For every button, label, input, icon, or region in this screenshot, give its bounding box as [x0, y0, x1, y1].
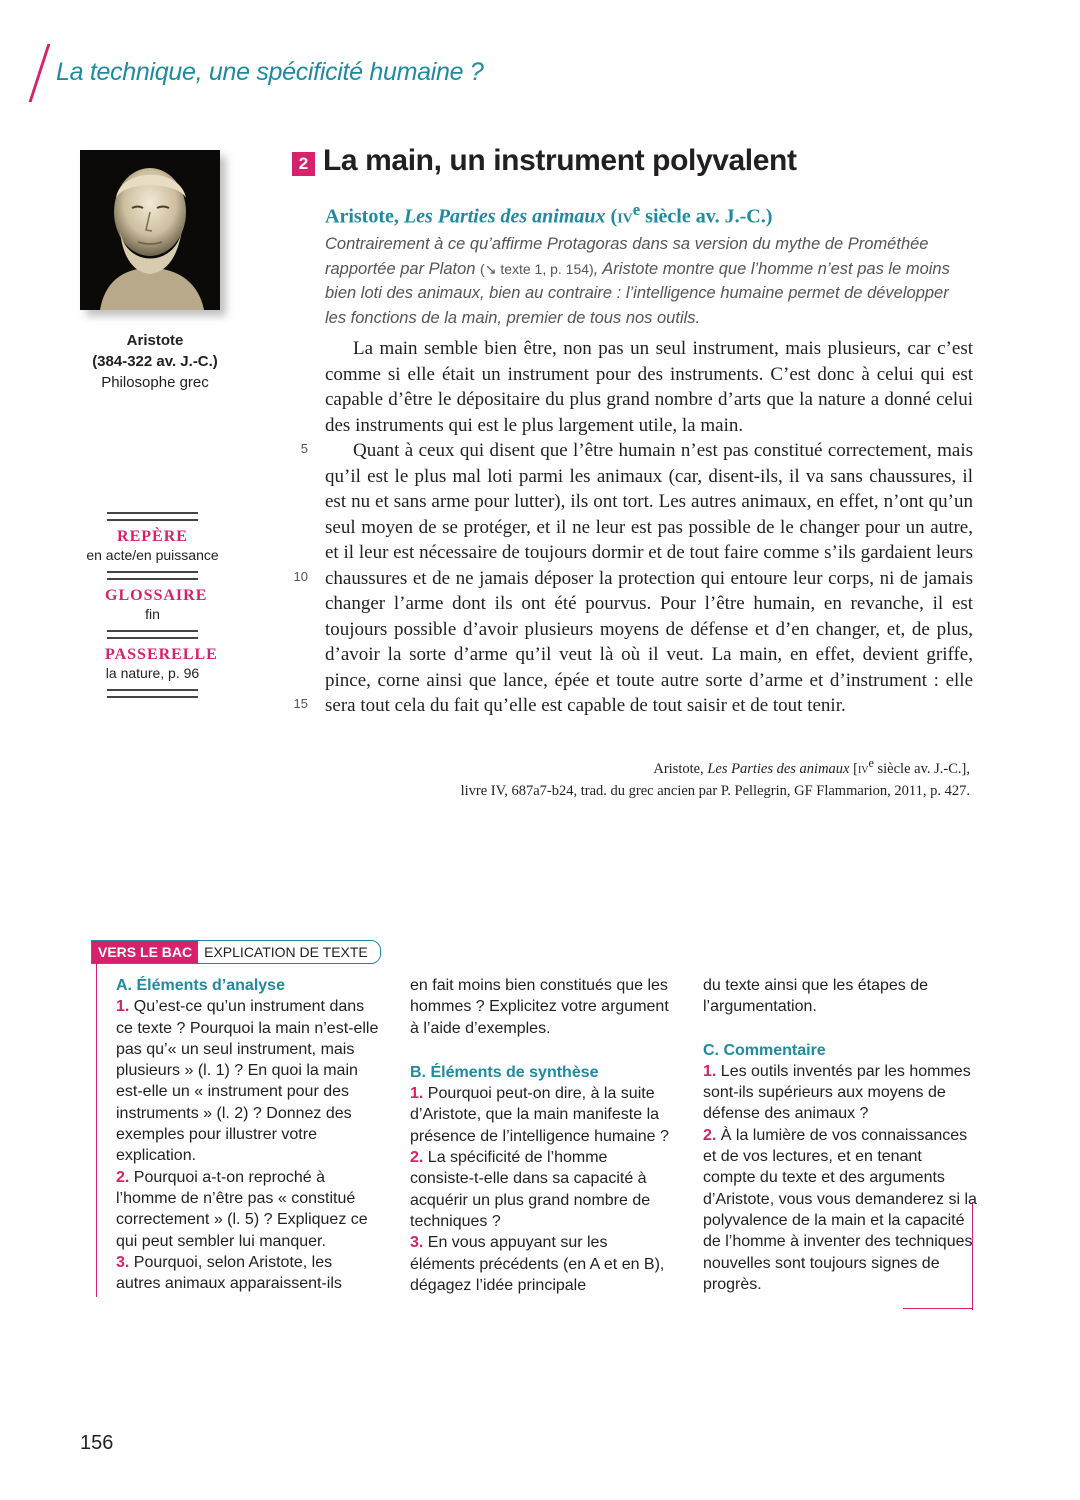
main-paragraph-1: La main semble bien être, non pas un seul instrument, mais plusieurs, car c’est comme si elle était un instrument pour des instruments. C’est donc à celui qui est capable d’être le dépositaire du plus grand nombre d’arts que la nature a donné celui des instruments qui est le plus largement utile, la main.	[325, 338, 973, 436]
citation-century: iv	[857, 760, 869, 777]
question-number: 2.	[116, 1168, 130, 1186]
citation-century-rest: siècle av. J.-C.],	[873, 760, 970, 777]
intro-part-2: , Aristote montre que l’homme n’est pas le moins bien loti des animaux, bien au contraire : l’intelligence humaine permet de développer les fonctions de la main, premier de tous nos outils.	[325, 259, 950, 327]
source-sup: e	[632, 200, 641, 219]
question-text: Qu’est-ce qu’un instrument dans ce texte ? Pourquoi la main n’est-elle pas qu’« un seul instrument, mais plusieurs » (l. 1) ? En quoi la main est-elle un « instrument pour des instruments » (l. 2) ? Donnez des exemples pour illustrer votre explication.	[116, 998, 379, 1165]
question-number: 3.	[410, 1234, 424, 1252]
divider	[107, 512, 198, 521]
question-number: 3.	[116, 1253, 130, 1271]
aristotle-bust-image	[80, 150, 220, 310]
portrait-dates: (384-322 av. J.-C.)	[92, 353, 218, 370]
question-text: La spécificité de l’homme consiste-t-elle dans sa capacité à acquérir un plus grand nombre de techniques ?	[410, 1149, 651, 1230]
main-paragraph-2: Quant à ceux qui disent que l’être humain n’est pas constitué correctement, mais qu’il est le plus mal loti parmi les animaux (car, disent-ils, il va sans chaussures, il est nu et sans arme pour lutter), ils ont tort. Les autres animaux, en effet, n’ont qu’un seul moyen de se protéger, et il ne leur est pas possible de le changer pour un autre, et il leur est nécessaire de toujours dormir et de tout faire comme s’ils gardaient leurs chaussures et de ne jamais déposer la protection qui entoure leur corps, ni de jamais changer l’arme dont ils ont été pourvus. Pour l’être humain, en revanche, il est toujours possible d’avoir plusieurs moyens de défense et d’en changer, et, de plus, d’avoir la sorte d’arme qu’il veut là où il veut. La main, en effet, devient griffe, pince, corne ainsi que lance, épée et toute autre sorte d’arme et d’instrument : elle sera tout cela du fait qu’elle est capable de tout saisir et de tout tenir.	[325, 440, 973, 716]
question-number: 2.	[703, 1126, 717, 1144]
question-b1	[410, 1083, 675, 1147]
bac-label: VERS LE BAC	[92, 941, 198, 963]
question-number: 1.	[116, 998, 130, 1016]
question-b3	[410, 1232, 675, 1296]
ref-passerelle[interactable]	[105, 639, 218, 689]
line-number: 5	[300, 441, 308, 456]
question-text: Pourquoi peut-on dire, à la suite d’Aristote, que la main manifeste la présence de l’intelligence humaine ?	[410, 1085, 669, 1145]
citation-work: Les Parties des animaux	[707, 760, 850, 777]
question-text: Pourquoi, selon Aristote, les autres animaux apparaissent-ils	[116, 1253, 342, 1293]
divider	[107, 630, 198, 639]
bac-exercise-type: EXPLICATION DE TEXTE	[204, 944, 368, 960]
ref-repere[interactable]	[86, 521, 219, 571]
left-accent-bar	[96, 962, 97, 1297]
source-century: iv	[617, 205, 633, 228]
question-c1	[703, 1061, 978, 1125]
exercise-column-2	[410, 975, 675, 1296]
exercise-column-1	[116, 975, 381, 1294]
portrait-name: Aristote	[126, 332, 184, 349]
divider	[107, 689, 198, 698]
question-b2	[410, 1147, 675, 1232]
page-number: 156	[80, 1432, 114, 1454]
section-c-title: C. Commentaire	[703, 1041, 826, 1059]
question-a3-continued: en fait moins bien constitués que les hommes ? Explicitez votre argument à l’aide d’exemples.	[410, 977, 669, 1037]
section-title: La main, un instrument polyvalent	[323, 144, 797, 177]
ref-text: en acte/en puissance	[86, 547, 219, 563]
question-b3-continued: du texte ainsi que les étapes de l’argumentation.	[703, 977, 929, 1016]
question-text: En vous appuyant sur les éléments précédents (en A et en B), dégagez l’idée principale	[410, 1234, 665, 1294]
ref-heading: GLOSSAIRE	[105, 587, 208, 604]
section-number-badge: 2	[292, 152, 315, 176]
ref-heading: REPÈRE	[117, 528, 188, 545]
intro-crossref[interactable]: (↘ texte 1, p. 154)	[480, 260, 594, 277]
vers-le-bac-tag	[91, 940, 381, 964]
ref-text: la nature, p. 96	[105, 665, 200, 681]
ref-glossaire[interactable]	[105, 580, 208, 630]
intro-text	[325, 232, 965, 330]
section-b-title: B. Éléments de synthèse	[410, 1063, 599, 1081]
ref-heading: PASSERELLE	[105, 646, 218, 663]
intro-part-1: Contrairement à ce qu’affirme Protagoras dans sa version du mythe de Prométhée rapportée par Platon	[325, 235, 929, 278]
question-text: Pourquoi a-t-on reproché à l’homme de n’être pas « constitué correctement » (l. 5) ? Expliquez ce qui peut sembler lui manquer.	[116, 1168, 368, 1250]
source-work: Les Parties des animaux	[403, 205, 606, 228]
divider	[107, 571, 198, 580]
citation-open: [	[849, 760, 858, 777]
text-source: Aristote, Les Parties des animaux ($iv^e$ siècle av. J.-C.)	[325, 200, 773, 228]
question-text: Les outils inventés par les hommes sont-ils supérieurs aux moyens de défense des animaux ?	[703, 1062, 971, 1123]
portrait-caption	[60, 330, 250, 393]
question-c2	[703, 1125, 978, 1295]
portrait-role: Philosophe grec	[101, 374, 209, 391]
citation-author: Aristote,	[653, 760, 708, 777]
question-text: À la lumière de vos connaissances et de vos lectures, et en tenant compte du texte et des arguments d’Aristote, vous vous demanderez si la polyvalence de la main et la capacité de l’homme à inventer des techniques nouvelles sont toujours signes de progrès.	[703, 1126, 977, 1293]
source-author: Aristote,	[325, 205, 404, 228]
side-references	[86, 512, 219, 698]
citation	[325, 752, 970, 802]
source-rest: siècle av. J.-C.)	[640, 205, 773, 228]
citation-sup: e	[868, 756, 874, 770]
line-number: 15	[293, 696, 308, 711]
chapter-title: La technique, une spécificité humaine ?	[56, 58, 484, 86]
section-a-title: A. Éléments d’analyse	[116, 977, 285, 994]
question-number: 2.	[410, 1149, 424, 1167]
question-a2	[116, 1167, 381, 1252]
header-slash	[29, 44, 51, 102]
main-text	[325, 336, 973, 719]
citation-line-1	[325, 752, 970, 780]
bottom-accent-bar	[903, 1308, 973, 1309]
exercise-column-3	[703, 975, 978, 1295]
citation-line-2: livre IV, 687a7-b24, trad. du grec ancien par P. Pellegrin, GF Flammarion, 2011, p. 427.	[460, 782, 970, 799]
question-a1	[116, 996, 381, 1166]
question-a3	[116, 1252, 381, 1295]
question-number: 1.	[703, 1062, 717, 1080]
question-number: 1.	[410, 1085, 424, 1103]
ref-text: fin	[145, 606, 160, 622]
line-number: 10	[293, 569, 308, 584]
